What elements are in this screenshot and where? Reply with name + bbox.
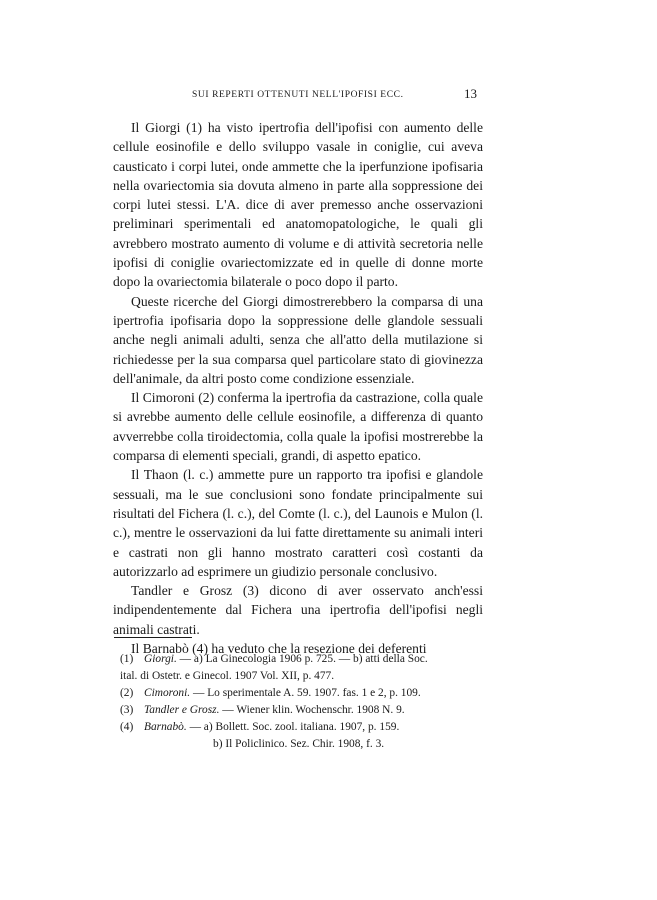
footnotes (120, 651, 485, 753)
footnote-author: Tandler e Grosz. (144, 704, 220, 716)
footnote-4-continued (120, 736, 485, 752)
footnote-text: ital. di Ostetr. e Ginecol. 1907 Vol. XII, p. 477. (120, 670, 335, 682)
page-number: 13 (464, 86, 477, 101)
footnote-number: (3) (120, 704, 134, 716)
footnote-4 (120, 719, 485, 735)
footnote-text: — Wiener klin. Wochenschr. 1908 N. 9. (219, 704, 405, 716)
footnote-text: — a) Bollett. Soc. zool. italiana. 1907, p. 159. (186, 721, 400, 733)
paragraph-thaon: Il Thaon (l. c.) ammette pure un rapporto tra ipofisi e glandole sessuali, ma le sue conclusioni sono fondate principalmente sui risultati del Fichera (l. c.), del Comte (l. c.), del Launois e Mulon (l. c.), mentre le osservazioni da lui fatte direttamente su animali interi e castrati non gli hanno mostrato caratteri così costanti da autorizzarlo ad esprimere un giudizio personale conclusivo. (113, 467, 483, 579)
running-title: SUI REPERTI OTTENUTI NELL'IPOFISI ECC. (192, 90, 404, 100)
paragraph-barnabo: Il Barnabò (4) ha veduto che la resezione dei deferenti (131, 641, 427, 657)
footnote-divider (114, 637, 192, 638)
footnote-number: (4) (120, 721, 134, 733)
paragraph-giorgi-conclusions: Queste ricerche del Giorgi dimostrerebbero la comparsa di una ipertrofia ipofisaria dopo la soppressione delle glandole sessuali anche negli animali adulti, senza che all'atto della mutilazione si richiedesse per la sua comparsa quel particolare stato di giovinezza dell'animale, da altri posto come condizione essenziale. (113, 293, 483, 386)
footnote-2 (120, 685, 485, 701)
main-text (113, 118, 483, 658)
footnote-text: b) Il Policlinico. Sez. Chir. 1908, f. 3. (213, 738, 385, 750)
paragraph-cimoroni: Il Cimoroni (2) conferma la ipertrofia da castrazione, colla quale si avrebbe aumento delle cellule eosinofile, a differenza di quanto avverrebbe colla tiroidectomia, colla quale la ipofisi mostrerebbe la comparsa di elementi speciali, grandi, di aspetto epatico. (113, 390, 483, 464)
paragraph-tandler-grosz: Tandler e Grosz (3) dicono di aver osservato anch'essi indipendentemente dal Fichera una ipertrofia dell'ipofisi negli animali castrati. (113, 583, 483, 637)
footnote-text: — a) La Ginecologia 1906 p. 725. — b) atti della Soc. (176, 653, 428, 665)
footnote-number: (1) (120, 653, 134, 665)
footnote-text: — Lo sperimentale A. 59. 1907. fas. 1 e 2, p. 109. (190, 687, 421, 699)
footnote-author: Cimoroni. (144, 687, 191, 699)
footnote-1-continued (120, 668, 485, 684)
footnote-1 (120, 651, 485, 667)
footnote-author: Giorgi. (144, 653, 177, 665)
footnote-number: (2) (120, 687, 134, 699)
footnote-3 (120, 702, 485, 718)
paragraph-giorgi: Il Giorgi (1) ha visto ipertrofia dell'ipofisi con aumento delle cellule eosinofile e dello sviluppo vasale in coniglie, cui aveva causticato i corpi lutei, onde ammette che la iperfunzione ipofisaria nella ovariectomia sia dovuta almeno in parte alla soppressione dei corpi lutei stessi. L'A. dice di aver premesso anche osservazioni preliminari sperimentali ed anatomopatologiche, le quali gli avrebbero mostrato aumento di volume e di attività secretoria nelle ipofisi di coniglie ovariectomizzate ed in quelle di donne morte dopo la ovariectomia bilaterale o poco dopo il parto. (113, 120, 483, 290)
footnote-author: Barnabò. (144, 721, 187, 733)
